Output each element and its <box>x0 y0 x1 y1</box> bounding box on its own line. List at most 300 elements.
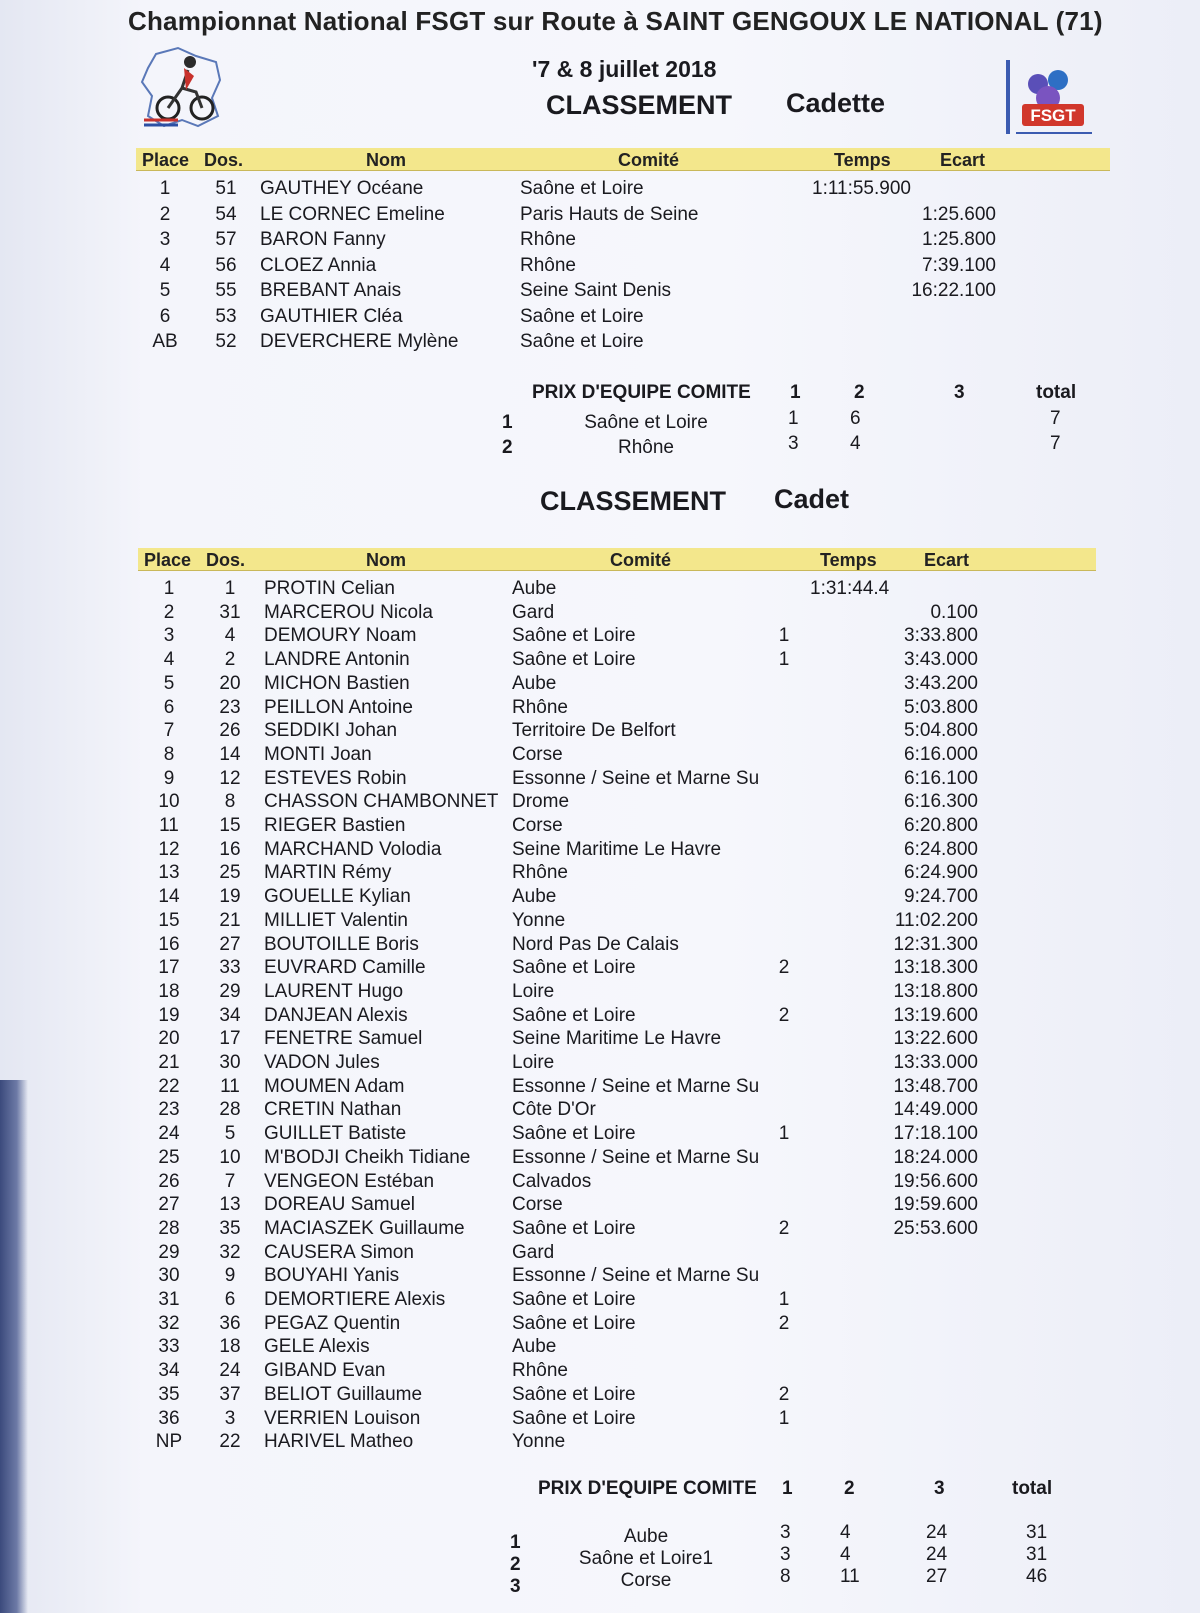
comite-cell: Loire <box>512 980 555 1002</box>
table-row <box>138 1408 1118 1432</box>
name-cell: VENGEON Estéban <box>264 1170 435 1192</box>
table-row <box>136 331 1116 355</box>
table-row <box>138 744 1118 768</box>
team-row <box>0 1566 1200 1597</box>
dos-cell: 35 <box>219 1217 241 1239</box>
team-rank: 3 <box>510 1576 521 1597</box>
points-cell: 1 <box>778 649 790 671</box>
comite-cell: Saône et Loire <box>512 1289 636 1310</box>
team-rank: 1 <box>502 412 513 433</box>
place-cell: 28 <box>158 1217 180 1239</box>
ecart-cell: 17:18.100 <box>893 1123 978 1145</box>
table-row <box>138 625 1118 649</box>
comite-cell: Saône et Loire <box>512 1312 636 1334</box>
place-cell: 14 <box>158 886 180 908</box>
col-place: Place <box>142 150 190 170</box>
team-col-3: 3 <box>954 382 965 403</box>
dos-cell: 16 <box>219 838 241 860</box>
name-cell: GOUELLE Kylian <box>264 886 411 908</box>
team-col-2: 2 <box>854 382 865 403</box>
col-nom: Nom <box>366 550 406 570</box>
table-row <box>136 306 1116 330</box>
table-row <box>138 768 1118 792</box>
name-cell: LE CORNEC Emeline <box>260 203 445 225</box>
team-p2: 4 <box>840 1522 851 1543</box>
comite-cell: Essonne / Seine et Marne Su <box>512 767 760 789</box>
name-cell: MOUMEN Adam <box>264 1075 405 1097</box>
comite-cell: Territoire De Belfort <box>512 720 676 742</box>
place-cell: AB <box>152 331 178 352</box>
place-cell: 26 <box>158 1170 180 1192</box>
place-cell: 5 <box>159 280 171 301</box>
dos-cell: 10 <box>219 1146 241 1168</box>
name-cell: MACIASZEK Guillaume <box>264 1217 465 1239</box>
dos-cell: 28 <box>219 1099 241 1121</box>
team-rank: 1 <box>510 1532 521 1553</box>
comite-cell: Rhône <box>512 696 568 718</box>
name-cell: MICHON Bastien <box>264 672 410 694</box>
place-cell: 6 <box>159 305 171 327</box>
team-total: 7 <box>1050 433 1061 454</box>
name-cell: GAUTHEY Océane <box>260 178 424 199</box>
table-row <box>138 934 1118 958</box>
col-temps: Temps <box>820 550 877 570</box>
cadet-category: Cadet <box>774 484 850 514</box>
points-cell: 2 <box>778 1383 790 1405</box>
team-row <box>0 408 1200 436</box>
ecart-cell: 13:18.800 <box>893 980 978 1002</box>
place-cell: 27 <box>158 1194 180 1216</box>
ecart-cell: 25:53.600 <box>893 1217 978 1239</box>
dos-cell: 19 <box>219 886 241 908</box>
place-cell: 35 <box>158 1383 180 1405</box>
place-cell: 3 <box>159 229 171 250</box>
ecart-cell: 6:16.300 <box>904 791 978 813</box>
ecart-cell: 13:18.300 <box>893 957 978 979</box>
name-cell: VERRIEN Louison <box>264 1407 421 1429</box>
table-row <box>138 1147 1118 1171</box>
name-cell: PEGAZ Quentin <box>264 1312 401 1334</box>
comite-cell: Gard <box>512 601 555 623</box>
dos-cell: 53 <box>215 305 237 327</box>
comite-cell: Saône et Loire <box>512 1123 636 1145</box>
place-cell: 18 <box>158 980 180 1002</box>
table-row <box>138 1005 1118 1029</box>
comite-cell: Aube <box>512 886 557 908</box>
name-cell: GIBAND Evan <box>264 1360 386 1382</box>
dos-cell: 6 <box>224 1289 236 1310</box>
name-cell: GAUTHIER Cléa <box>260 305 403 327</box>
col-comite: Comité <box>618 150 680 170</box>
dos-cell: 37 <box>219 1383 241 1405</box>
table-row <box>136 280 1116 304</box>
place-cell: 4 <box>163 649 175 671</box>
team-col-3: 3 <box>934 1478 945 1499</box>
fsgt-logo-text: FSGT <box>1030 106 1076 125</box>
comite-cell: Rhône <box>520 254 576 276</box>
ecart-cell: 3:43.000 <box>904 649 978 671</box>
table-row <box>138 697 1118 721</box>
table-row <box>138 1336 1118 1360</box>
ecart-cell: 1:25.800 <box>922 229 996 250</box>
name-cell: LAURENT Hugo <box>264 980 404 1002</box>
ecart-cell: 12:31.300 <box>893 933 978 955</box>
team-row <box>0 1522 1200 1553</box>
team-prize-header <box>0 1478 1200 1504</box>
dos-cell: 32 <box>219 1241 241 1263</box>
table-row <box>138 720 1118 744</box>
ecart-cell: 5:04.800 <box>904 720 978 742</box>
points-cell: 1 <box>778 1289 790 1310</box>
table-row <box>138 1242 1118 1266</box>
ecart-cell: 6:16.000 <box>904 743 978 765</box>
place-cell: 1 <box>163 578 175 599</box>
dos-cell: 31 <box>219 601 241 623</box>
dos-cell: 4 <box>224 625 236 647</box>
comite-cell: Saône et Loire <box>512 649 636 671</box>
team-p1: 3 <box>780 1544 791 1565</box>
dos-cell: 8 <box>224 791 236 813</box>
comite-cell: Seine Saint Denis <box>520 280 672 301</box>
team-col-1: 1 <box>782 1478 793 1499</box>
table-row <box>138 1265 1118 1289</box>
comite-cell: Rhône <box>520 229 576 250</box>
table-row <box>138 1384 1118 1408</box>
comite-cell: Aube <box>512 1336 557 1358</box>
dos-cell: 57 <box>215 229 237 250</box>
team-p2: 4 <box>850 433 861 454</box>
place-cell: 10 <box>158 791 180 813</box>
place-cell: 4 <box>159 254 171 276</box>
name-cell: DOREAU Samuel <box>264 1194 415 1216</box>
col-ecart: Ecart <box>924 550 970 570</box>
team-prize-title: PRIX D'EQUIPE COMITE <box>538 1478 757 1499</box>
name-cell: BOUTOILLE Boris <box>264 933 419 955</box>
comite-cell: Côte D'Or <box>512 1099 596 1121</box>
name-cell: LANDRE Antonin <box>264 649 410 671</box>
name-cell: GELE Alexis <box>264 1336 370 1358</box>
team-total: 31 <box>1026 1522 1048 1543</box>
place-cell: 7 <box>163 720 175 742</box>
ecart-cell: 6:20.800 <box>904 815 978 836</box>
dos-cell: 15 <box>219 815 241 836</box>
name-cell: HARIVEL Matheo <box>264 1431 414 1453</box>
team-prize-header <box>0 382 1200 408</box>
dos-cell: 14 <box>219 743 241 765</box>
points-cell: 1 <box>778 625 790 647</box>
fsgt-logo <box>1004 58 1094 140</box>
dos-cell: 13 <box>219 1194 241 1216</box>
team-col-1: 1 <box>790 382 801 403</box>
comite-cell: Nord Pas De Calais <box>512 933 679 955</box>
dos-cell: 3 <box>224 1407 236 1429</box>
name-cell: M'BODJI Cheikh Tidiane <box>264 1146 471 1168</box>
comite-cell: Seine Maritime Le Havre <box>512 838 722 860</box>
table-row <box>138 1099 1118 1123</box>
comite-cell: Saône et Loire <box>520 178 644 199</box>
name-cell: ESTEVES Robin <box>264 767 407 789</box>
ecart-cell: 11:02.200 <box>894 909 978 931</box>
team-prize-title: PRIX D'EQUIPE COMITE <box>532 382 751 403</box>
table-row <box>138 957 1118 981</box>
team-row <box>0 433 1200 461</box>
ecart-cell: 1:25.600 <box>922 203 996 225</box>
place-cell: 5 <box>163 672 175 694</box>
ecart-cell: 6:16.100 <box>904 767 978 789</box>
place-cell: 2 <box>163 601 175 623</box>
table-row <box>138 1218 1118 1242</box>
dos-cell: 27 <box>219 933 241 955</box>
comite-cell: Essonne / Seine et Marne Su <box>512 1146 760 1168</box>
team-p3: 24 <box>926 1544 948 1565</box>
comite-cell: Rhône <box>512 1360 568 1382</box>
name-cell: MARCEROU Nicola <box>264 601 433 623</box>
name-cell: BARON Fanny <box>260 229 386 250</box>
table-row <box>138 1289 1118 1313</box>
comite-cell: Rhône <box>512 862 568 884</box>
comite-cell: Gard <box>512 1241 555 1263</box>
comite-cell: Saône et Loire <box>520 331 644 352</box>
table-row <box>138 673 1118 697</box>
place-cell: 19 <box>158 1004 180 1026</box>
comite-cell: Saône et Loire <box>512 1217 636 1239</box>
dos-cell: 18 <box>219 1336 241 1358</box>
table-row <box>138 1123 1118 1147</box>
team-p3: 24 <box>926 1522 948 1543</box>
team-col-2: 2 <box>844 1478 855 1499</box>
comite-cell: Yonne <box>512 1431 566 1453</box>
place-cell: 30 <box>158 1265 180 1287</box>
ecart-cell: 6:24.900 <box>904 862 978 884</box>
name-cell: DANJEAN Alexis <box>264 1004 408 1026</box>
points-cell: 2 <box>778 1312 790 1334</box>
temps-cell: 1:11:55.900 <box>812 178 911 199</box>
place-cell: 21 <box>158 1052 180 1073</box>
col-place: Place <box>144 550 192 570</box>
ecart-cell: 18:24.000 <box>893 1146 978 1168</box>
team-p2: 6 <box>850 408 861 429</box>
team-p3: 27 <box>926 1566 948 1587</box>
table-row <box>138 602 1118 626</box>
comite-cell: Saône et Loire <box>520 305 644 327</box>
place-cell: 22 <box>158 1075 180 1097</box>
place-cell: 12 <box>158 838 180 860</box>
team-total: 7 <box>1050 408 1061 429</box>
comite-cell: Saône et Loire <box>512 1004 636 1026</box>
team-p1: 3 <box>788 433 799 454</box>
dos-cell: 2 <box>224 649 236 671</box>
place-cell: 16 <box>158 933 180 955</box>
place-cell: NP <box>155 1431 183 1453</box>
team-col-total: total <box>1036 382 1077 403</box>
comite-cell: Essonne / Seine et Marne Su <box>512 1265 760 1287</box>
name-cell: PEILLON Antoine <box>264 696 413 718</box>
ecart-cell: 13:22.600 <box>893 1028 978 1050</box>
ecart-cell: 19:56.600 <box>893 1170 978 1192</box>
dos-cell: 25 <box>219 862 241 884</box>
dos-cell: 26 <box>219 720 241 742</box>
table-row <box>138 981 1118 1005</box>
col-nom: Nom <box>366 150 406 170</box>
name-cell: FENETRE Samuel <box>264 1028 423 1050</box>
ecart-cell: 0.100 <box>930 601 978 623</box>
name-cell: DEMORTIERE Alexis <box>264 1289 446 1310</box>
table-row <box>138 1028 1118 1052</box>
name-cell: BELIOT Guillaume <box>264 1383 423 1405</box>
team-p1: 8 <box>780 1566 791 1587</box>
table-row <box>138 578 1118 602</box>
dos-cell: 30 <box>219 1052 241 1073</box>
ecart-cell: 3:43.200 <box>904 672 978 694</box>
name-cell: MARCHAND Volodia <box>264 838 442 860</box>
comite-cell: Saône et Loire <box>512 957 636 979</box>
place-cell: 17 <box>158 957 180 979</box>
dos-cell: 1 <box>224 578 236 599</box>
place-cell: 6 <box>163 696 175 718</box>
dos-cell: 52 <box>215 331 237 352</box>
comite-cell: Yonne <box>512 909 566 931</box>
table-row <box>138 1313 1118 1337</box>
name-cell: CRETIN Nathan <box>264 1099 402 1121</box>
comite-cell: Saône et Loire <box>512 1407 636 1429</box>
place-cell: 29 <box>158 1241 180 1263</box>
name-cell: CLOEZ Annia <box>260 254 377 276</box>
comite-cell: Saône et Loire <box>512 1383 636 1405</box>
points-cell: 2 <box>778 1217 790 1239</box>
team-name: Saône et Loire <box>584 412 708 433</box>
points-cell: 1 <box>778 1123 790 1145</box>
ecart-cell: 13:48.700 <box>893 1075 978 1097</box>
place-cell: 31 <box>158 1289 180 1310</box>
team-rank: 2 <box>502 437 513 458</box>
dos-cell: 54 <box>215 203 237 225</box>
temps-cell: 1:31:44.4 <box>810 578 890 599</box>
table-row <box>138 791 1118 815</box>
table-row <box>138 1076 1118 1100</box>
name-cell: DEVERCHERE Mylène <box>260 331 459 352</box>
ecart-cell: 9:24.700 <box>904 886 978 908</box>
name-cell: PROTIN Celian <box>264 578 395 599</box>
comite-cell: Essonne / Seine et Marne Su <box>512 1075 760 1097</box>
dos-cell: 11 <box>220 1075 240 1097</box>
points-cell: 2 <box>778 957 790 979</box>
team-name: Corse <box>620 1570 672 1591</box>
dos-cell: 7 <box>224 1170 236 1192</box>
team-row <box>0 1544 1200 1575</box>
cadet-table-header <box>138 548 1096 571</box>
place-cell: 25 <box>158 1146 180 1168</box>
ecart-cell: 3:33.800 <box>904 625 978 647</box>
place-cell: 1 <box>159 178 171 199</box>
dos-cell: 17 <box>219 1028 241 1050</box>
ecart-cell: 13:19.600 <box>893 1004 978 1026</box>
dos-cell: 51 <box>215 178 237 199</box>
col-temps: Temps <box>834 150 891 170</box>
team-rank: 2 <box>510 1554 521 1575</box>
name-cell: SEDDIKI Johan <box>264 720 398 742</box>
table-row <box>136 255 1116 279</box>
name-cell: GUILLET Batiste <box>264 1123 407 1145</box>
place-cell: 33 <box>158 1336 180 1358</box>
place-cell: 32 <box>158 1312 180 1334</box>
place-cell: 11 <box>159 815 179 836</box>
col-dos: Dos. <box>204 150 244 170</box>
ecart-cell: 16:22.100 <box>911 280 996 301</box>
name-cell: MONTI Joan <box>264 743 372 765</box>
team-name: Rhône <box>618 437 674 458</box>
team-p1: 1 <box>788 408 799 429</box>
dos-cell: 34 <box>219 1004 241 1026</box>
team-name: Aube <box>623 1526 669 1547</box>
place-cell: 3 <box>163 625 175 647</box>
table-row <box>136 229 1116 253</box>
dos-cell: 33 <box>219 957 241 979</box>
dos-cell: 56 <box>215 254 237 276</box>
team-total: 31 <box>1026 1544 1048 1565</box>
comite-cell: Corse <box>512 815 563 836</box>
ecart-cell: 14:49.000 <box>893 1099 978 1121</box>
dos-cell: 36 <box>219 1312 241 1334</box>
table-row <box>138 1052 1118 1076</box>
comite-cell: Calvados <box>512 1170 592 1192</box>
place-cell: 13 <box>158 862 180 884</box>
place-cell: 8 <box>163 743 175 765</box>
page-title: Championnat National FSGT sur Route à SAINT GENGOUX LE NATIONAL (71) <box>128 6 1103 36</box>
place-cell: 34 <box>158 1360 180 1382</box>
name-cell: BOUYAHI Yanis <box>264 1265 400 1287</box>
comite-cell: Saône et Loire <box>512 625 636 647</box>
dos-cell: 55 <box>215 280 237 301</box>
table-row <box>136 178 1116 202</box>
place-cell: 20 <box>158 1028 180 1050</box>
team-p2: 11 <box>840 1566 860 1587</box>
place-cell: 15 <box>158 909 180 931</box>
place-cell: 23 <box>158 1099 180 1121</box>
name-cell: RIEGER Bastien <box>264 815 406 836</box>
team-p1: 3 <box>780 1522 791 1543</box>
table-row <box>138 910 1118 934</box>
cadette-classement-label: CLASSEMENT <box>546 90 733 120</box>
cyclist-france-logo <box>138 46 230 132</box>
name-cell: EUVRARD Camille <box>264 957 426 979</box>
points-cell: 2 <box>778 1004 790 1026</box>
table-row <box>138 649 1118 673</box>
comite-cell: Seine Maritime Le Havre <box>512 1028 722 1050</box>
dos-cell: 24 <box>219 1360 241 1382</box>
cadette-category: Cadette <box>786 88 886 118</box>
table-row <box>138 815 1118 839</box>
dos-cell: 23 <box>219 696 241 718</box>
team-name: Saône et Loire1 <box>578 1548 714 1569</box>
dos-cell: 9 <box>224 1265 236 1287</box>
points-cell: 1 <box>778 1407 790 1429</box>
cadet-classement-label: CLASSEMENT <box>540 486 727 516</box>
team-col-total: total <box>1012 1478 1053 1499</box>
table-row <box>138 1194 1118 1218</box>
team-total: 46 <box>1026 1566 1048 1587</box>
ecart-cell: 5:03.800 <box>904 696 978 718</box>
name-cell: MARTIN Rémy <box>264 862 392 884</box>
comite-cell: Aube <box>512 672 557 694</box>
ecart-cell: 6:24.800 <box>904 838 978 860</box>
dos-cell: 21 <box>219 909 241 931</box>
event-date: '7 & 8 juillet 2018 <box>532 56 717 82</box>
dos-cell: 22 <box>219 1431 241 1453</box>
name-cell: VADON Jules <box>264 1052 380 1073</box>
table-row <box>138 1431 1118 1455</box>
dos-cell: 20 <box>219 672 241 694</box>
table-row <box>138 886 1118 910</box>
